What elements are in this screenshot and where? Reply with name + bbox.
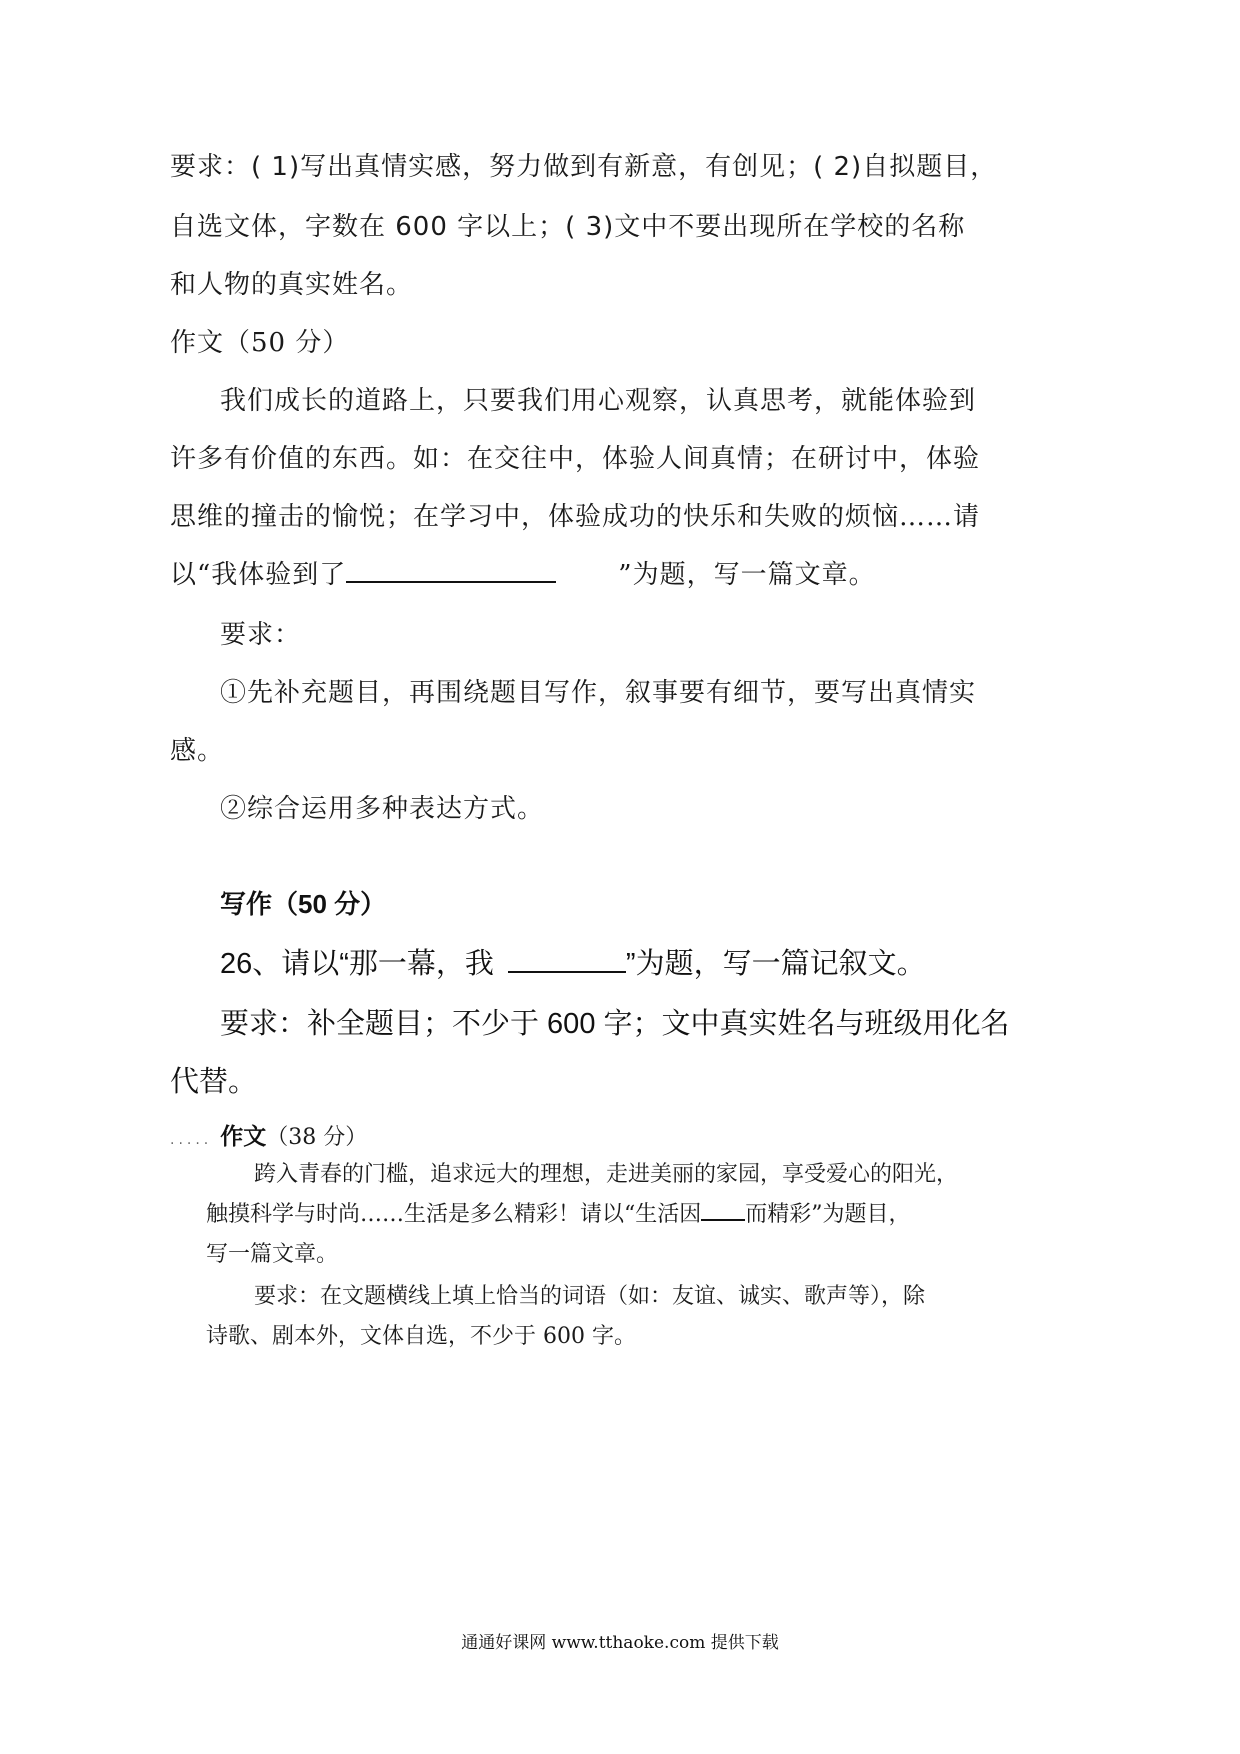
page-footer: 通通好课网 www.tthaoke.com 提供下载: [461, 1633, 779, 1653]
title-blank-line: [346, 580, 556, 583]
section2-req1-line1: ①先补充题目，再围绕题目写作，叙事要有细节，要写出真情实: [220, 678, 977, 708]
section4-req-line1: 要求：在文题横线上填上恰当的词语（如：友谊、诚实、歌声等），除: [254, 1284, 926, 1309]
section2-req2: ②综合运用多种表达方式。: [220, 794, 545, 824]
section2-p1-line2: 许多有价值的东西。如：在交往中，体验人间真情；在研讨中，体验: [170, 444, 981, 474]
title-blank-line: [508, 970, 626, 973]
section2-p1-line4-pre: 以“我体验到了: [170, 560, 347, 590]
section4-heading-rest: （38 分）: [266, 1125, 368, 1150]
section4-p1-line2-pre: 触摸科学与时尚……生活是多么精彩！请以“生活因: [206, 1202, 702, 1227]
section2-heading: 作文（50 分）: [170, 328, 350, 358]
section2-p1-line4: [170, 554, 876, 591]
section3-question-post: ”为题，写一篇记叙文。: [625, 948, 926, 980]
section2-p1-line1: 我们成长的道路上，只要我们用心观察，认真思考，就能体验到: [220, 386, 977, 416]
section3-heading: 写作（50 分）: [220, 889, 387, 919]
section3-req-line1: 要求：补全题目；不少于 600 字；文中真实姓名与班级用化名: [220, 1008, 1010, 1040]
section4-heading: [170, 1118, 367, 1151]
section2-req1-line2: 感。: [170, 736, 225, 766]
title-blank-line: [701, 1218, 745, 1221]
section2-req-label: 要求：: [220, 620, 302, 650]
section2-p1-line3: 思维的撞击的愉悦；在学习中，体验成功的快乐和失败的烦恼……请: [170, 502, 981, 532]
section4-p1-line2-post: 而精彩”为题目，: [745, 1202, 911, 1227]
section4-req-line2: 诗歌、剧本外，文体自选，不少于 600 字。: [206, 1324, 636, 1349]
section4-p1-line3: 写一篇文章。: [206, 1242, 339, 1267]
section1-line1: 要求：( 1)写出真情实感，努力做到有新意，有创见；( 2)自拟题目，: [170, 152, 998, 182]
section2-p1-line4-post: ”为题，写一篇文章。: [618, 560, 876, 590]
section3-req-line2: 代替。: [170, 1066, 258, 1098]
section3-question-pre: 26、请以“那一幕，我: [220, 948, 494, 980]
section1-line3: 和人物的真实姓名。: [170, 270, 414, 300]
section4-heading-bold: 作文: [220, 1123, 267, 1149]
leader-dots: .....: [170, 1132, 213, 1148]
section3-question: [220, 941, 926, 982]
section1-line2: 自选文体，字数在 600 字以上；( 3)文中不要出现所在学校的名称: [170, 212, 966, 242]
section4-p1-line2: [206, 1197, 911, 1228]
section4-p1-line1: 跨入青春的门槛，追求远大的理想，走进美丽的家园，享受爱心的阳光，: [254, 1162, 959, 1187]
